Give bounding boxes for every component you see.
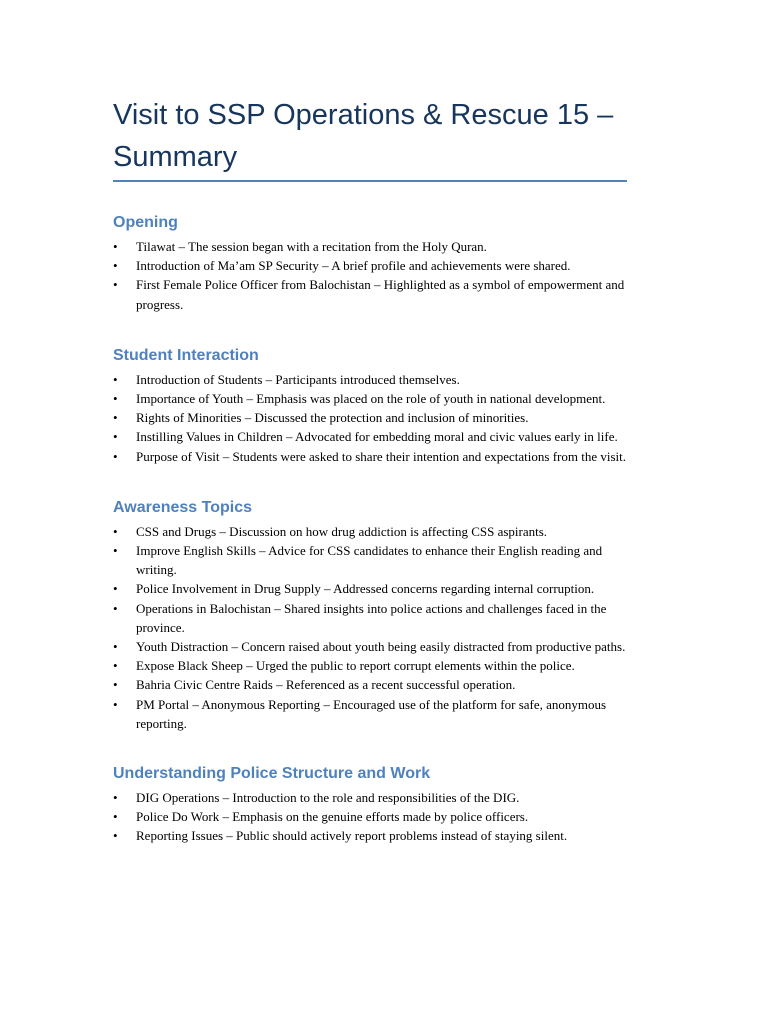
- bullet-icon: •: [113, 828, 118, 844]
- list-item: [113, 826, 628, 845]
- bullet-icon: •: [113, 523, 118, 539]
- bullet-icon: •: [113, 410, 118, 426]
- bullet-icon: •: [113, 658, 118, 674]
- list-item-text: PM Portal – Anonymous Reporting – Encouraged use of the platform for safe, anonymous reporting.: [136, 696, 607, 731]
- section-heading: Awareness Topics: [113, 498, 253, 516]
- section-student-interaction: [113, 346, 628, 466]
- list-item: [113, 370, 628, 389]
- bullet-icon: •: [113, 790, 118, 806]
- document-title: Visit to SSP Operations & Rescue 15 – Summary: [113, 99, 614, 173]
- list-item-text: Importance of Youth – Emphasis was placed on the role of youth in national development.: [136, 391, 606, 407]
- bullet-list: [113, 788, 628, 846]
- list-item: [113, 656, 628, 675]
- document-page: [113, 94, 628, 846]
- section-opening: [113, 213, 628, 314]
- list-item: [113, 599, 628, 637]
- bullet-icon: •: [113, 543, 118, 559]
- list-item-text: Instilling Values in Children – Advocated for embedding moral and civic values early in life.: [136, 429, 618, 445]
- section-police-structure: [113, 764, 628, 846]
- list-item-text: DIG Operations – Introduction to the role and responsibilities of the DIG.: [136, 790, 520, 806]
- list-item: [113, 807, 628, 826]
- list-item: [113, 408, 628, 427]
- title-underline: [113, 180, 627, 182]
- list-item: [113, 389, 628, 408]
- list-item-text: Expose Black Sheep – Urged the public to report corrupt elements within the police.: [136, 658, 575, 674]
- list-item-text: Introduction of Students – Participants introduced themselves.: [136, 371, 460, 387]
- bullet-icon: •: [113, 429, 118, 445]
- list-item-text: First Female Police Officer from Balochistan – Highlighted as a symbol of empowerment and progress.: [136, 277, 625, 312]
- list-item-text: Rights of Minorities – Discussed the protection and inclusion of minorities.: [136, 410, 529, 426]
- bullet-icon: •: [113, 677, 118, 693]
- bullet-icon: •: [113, 391, 118, 407]
- list-item: [113, 237, 628, 256]
- list-item-text: Police Involvement in Drug Supply – Addressed concerns regarding internal corruption.: [136, 581, 595, 597]
- bullet-icon: •: [113, 239, 118, 254]
- bullet-icon: •: [113, 639, 118, 655]
- bullet-icon: •: [113, 696, 118, 712]
- list-item-text: CSS and Drugs – Discussion on how drug addiction is affecting CSS aspirants.: [136, 523, 548, 539]
- list-item-text: Improve English Skills – Advice for CSS candidates to enhance their English reading and writing.: [136, 543, 603, 578]
- section-heading: Student Interaction: [113, 346, 259, 364]
- bullet-list: [113, 237, 628, 314]
- list-item-text: Police Do Work – Emphasis on the genuine efforts made by police officers.: [136, 809, 529, 825]
- list-item: [113, 675, 628, 694]
- section-heading: Opening: [113, 214, 178, 231]
- list-item: [113, 541, 628, 579]
- list-item: [113, 275, 628, 313]
- list-item-text: Bahria Civic Centre Raids – Referenced as a recent successful operation.: [136, 677, 516, 693]
- bullet-list: [113, 370, 628, 466]
- bullet-icon: •: [113, 448, 118, 464]
- bullet-icon: •: [113, 581, 118, 597]
- list-item: [113, 427, 628, 446]
- list-item: [113, 522, 628, 541]
- section-heading: Understanding Police Structure and Work: [113, 765, 431, 783]
- section-awareness-topics: [113, 498, 628, 733]
- bullet-icon: •: [113, 371, 118, 387]
- list-item-text: Tilawat – The session began with a recitation from the Holy Quran.: [136, 239, 487, 254]
- bullet-icon: •: [113, 600, 118, 616]
- list-item: [113, 579, 628, 598]
- list-item: [113, 256, 628, 275]
- list-item: [113, 788, 628, 807]
- list-item-text: Purpose of Visit – Students were asked to share their intention and expectations from the visit.: [136, 448, 626, 464]
- list-item-text: Youth Distraction – Concern raised about youth being easily distracted from productive paths.: [136, 639, 626, 655]
- list-item-text: Introduction of Ma’am SP Security – A brief profile and achievements were shared.: [136, 258, 571, 274]
- list-item: [113, 447, 628, 466]
- bullet-icon: •: [113, 277, 118, 293]
- list-item-text: Reporting Issues – Public should actively report problems instead of staying silent.: [136, 828, 568, 844]
- bullet-icon: •: [113, 809, 118, 825]
- list-item-text: Operations in Balochistan – Shared insights into police actions and challenges faced in the province.: [136, 600, 607, 635]
- list-item: [113, 637, 628, 656]
- bullet-list: [113, 522, 628, 733]
- list-item: [113, 695, 628, 733]
- bullet-icon: •: [113, 258, 118, 274]
